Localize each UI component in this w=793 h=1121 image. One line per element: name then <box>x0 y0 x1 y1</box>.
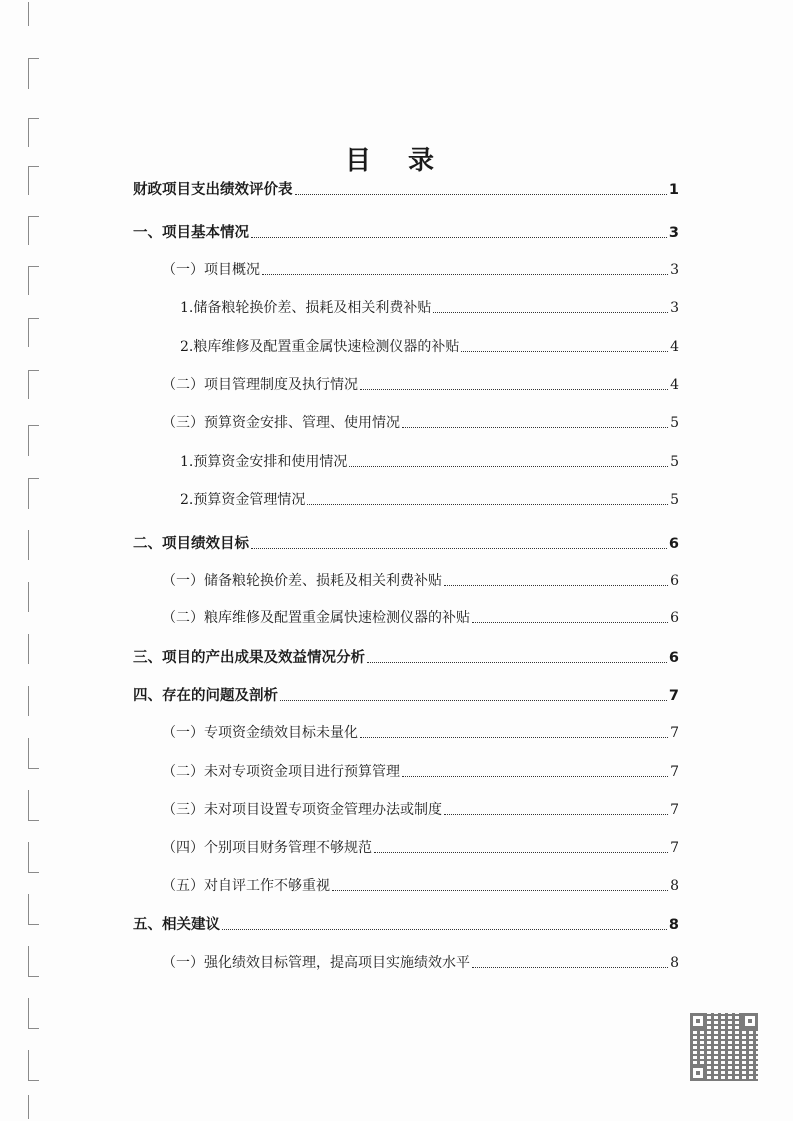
toc-entry[interactable] <box>162 723 679 743</box>
toc-entry[interactable] <box>133 534 679 554</box>
binding-mark <box>28 998 39 1029</box>
binding-mark <box>28 58 39 89</box>
toc-page-number: 3 <box>668 225 679 241</box>
toc-leader <box>374 852 668 853</box>
toc-page-number: 7 <box>670 802 679 818</box>
toc-entry[interactable] <box>162 413 679 433</box>
toc-entry[interactable] <box>133 648 679 668</box>
binding-mark <box>28 842 39 873</box>
toc-page-number: 7 <box>670 725 679 741</box>
toc-entry[interactable] <box>133 180 679 200</box>
toc-entry[interactable] <box>180 337 679 357</box>
toc-entry[interactable] <box>162 260 679 280</box>
toc-leader <box>433 312 668 313</box>
binding-mark <box>28 370 39 399</box>
toc-page-number: 8 <box>670 878 679 894</box>
toc-page-number: 5 <box>670 454 679 470</box>
toc-page-number: 6 <box>668 650 679 666</box>
toc-leader <box>295 194 667 195</box>
toc-page-number: 3 <box>670 300 679 316</box>
toc-page-number: 8 <box>668 917 679 933</box>
toc-leader <box>222 929 667 930</box>
binding-mark <box>28 266 39 295</box>
binding-mark <box>28 425 39 456</box>
toc-page-number: 7 <box>670 840 679 856</box>
binding-mark <box>28 2 39 26</box>
toc-entry[interactable] <box>162 953 679 973</box>
toc-page-number: 6 <box>670 573 679 589</box>
toc-entry-label: （一）强化绩效目标管理，提高项目实施绩效水平 <box>162 955 470 971</box>
binding-mark <box>28 530 39 560</box>
binding-mark <box>28 1095 39 1119</box>
toc-entry-label: （二）项目管理制度及执行情况 <box>162 377 358 393</box>
toc-page-number: 8 <box>670 955 679 971</box>
toc-page-number: 4 <box>670 377 679 393</box>
toc-leader <box>332 890 668 891</box>
toc-leader <box>444 814 668 815</box>
toc-entry[interactable] <box>133 915 679 935</box>
toc-leader <box>360 389 668 390</box>
binding-mark <box>28 478 39 509</box>
toc-entry-label: （五）对自评工作不够重视 <box>162 878 330 894</box>
toc-entry[interactable] <box>162 800 679 820</box>
toc-page-number: 6 <box>668 536 679 552</box>
qr-code-icon <box>690 1013 758 1081</box>
toc-page-number: 5 <box>670 492 679 508</box>
toc-leader <box>349 466 668 467</box>
toc-entry-label: （一）项目概况 <box>162 262 260 278</box>
toc-entry-label: 一、项目基本情况 <box>133 225 249 241</box>
binding-mark <box>28 894 39 925</box>
toc-entry-label: （一）专项资金绩效目标未量化 <box>162 725 358 741</box>
toc-entry-label: 2.预算资金管理情况 <box>180 492 306 508</box>
binding-mark <box>28 216 39 245</box>
toc-leader <box>367 662 667 663</box>
binding-mark <box>28 946 39 977</box>
binding-mark <box>28 634 39 664</box>
toc-entry[interactable] <box>180 452 679 472</box>
toc-leader <box>461 351 668 352</box>
toc-entry-label: （一）储备粮轮换价差、损耗及相关利费补贴 <box>162 573 442 589</box>
toc-entry[interactable] <box>162 876 679 896</box>
toc-leader <box>262 274 668 275</box>
qr-finder <box>690 1013 706 1029</box>
toc-entry-label: 二、项目绩效目标 <box>133 536 249 552</box>
toc-leader <box>251 237 667 238</box>
toc-entry[interactable] <box>180 490 679 510</box>
toc-entry-label: 三、项目的产出成果及效益情况分析 <box>133 650 365 666</box>
toc-entry[interactable] <box>162 838 679 858</box>
binding-mark <box>28 738 39 769</box>
toc-entry-label: （三）预算资金安排、管理、使用情况 <box>162 415 400 431</box>
toc-leader <box>402 427 668 428</box>
toc-entry-label: 2.粮库维修及配置重金属快速检测仪器的补贴 <box>180 339 460 355</box>
qr-finder <box>690 1065 706 1081</box>
toc-leader <box>251 548 667 549</box>
toc-entry[interactable] <box>162 571 679 591</box>
toc-page-number: 4 <box>670 339 679 355</box>
toc-entry-label: 四、存在的问题及剖析 <box>133 688 278 704</box>
toc-page-number: 5 <box>670 415 679 431</box>
toc-entry-label: 财政项目支出绩效评价表 <box>133 182 293 198</box>
toc-page-number: 1 <box>668 182 679 198</box>
toc-entry-label: 1.预算资金安排和使用情况 <box>180 454 348 470</box>
binding-mark <box>28 686 39 716</box>
toc-leader <box>307 504 668 505</box>
toc-entry-label: 五、相关建议 <box>133 917 220 933</box>
toc-page-number: 7 <box>670 764 679 780</box>
toc-entry-label: （二）粮库维修及配置重金属快速检测仪器的补贴 <box>162 610 470 626</box>
page-title: 目 录 <box>344 146 449 176</box>
binding-mark <box>28 582 39 612</box>
toc-entry[interactable] <box>133 223 679 243</box>
toc-leader <box>280 700 667 701</box>
toc-entry-label: 1.储备粮轮换价差、损耗及相关利费补贴 <box>180 300 432 316</box>
toc-entry[interactable] <box>162 608 679 628</box>
binding-mark <box>28 790 39 821</box>
toc-entry-label: （四）个别项目财务管理不够规范 <box>162 840 372 856</box>
toc-entry[interactable] <box>133 686 679 706</box>
toc-leader <box>472 622 668 623</box>
toc-entry[interactable] <box>162 762 679 782</box>
toc-leader <box>444 585 668 586</box>
binding-mark <box>28 318 39 347</box>
toc-entry[interactable] <box>162 375 679 395</box>
toc-entry-label: （二）未对专项资金项目进行预算管理 <box>162 764 400 780</box>
toc-leader <box>360 737 668 738</box>
toc-entry-label: （三）未对项目设置专项资金管理办法或制度 <box>162 802 442 818</box>
toc-entry[interactable] <box>180 298 679 318</box>
toc-leader <box>472 967 668 968</box>
toc-page-number: 6 <box>670 610 679 626</box>
binding-mark <box>28 1050 39 1081</box>
qr-finder <box>742 1013 758 1029</box>
toc-page-number: 7 <box>668 688 679 704</box>
toc-leader <box>402 776 668 777</box>
toc-page-number: 3 <box>670 262 679 278</box>
